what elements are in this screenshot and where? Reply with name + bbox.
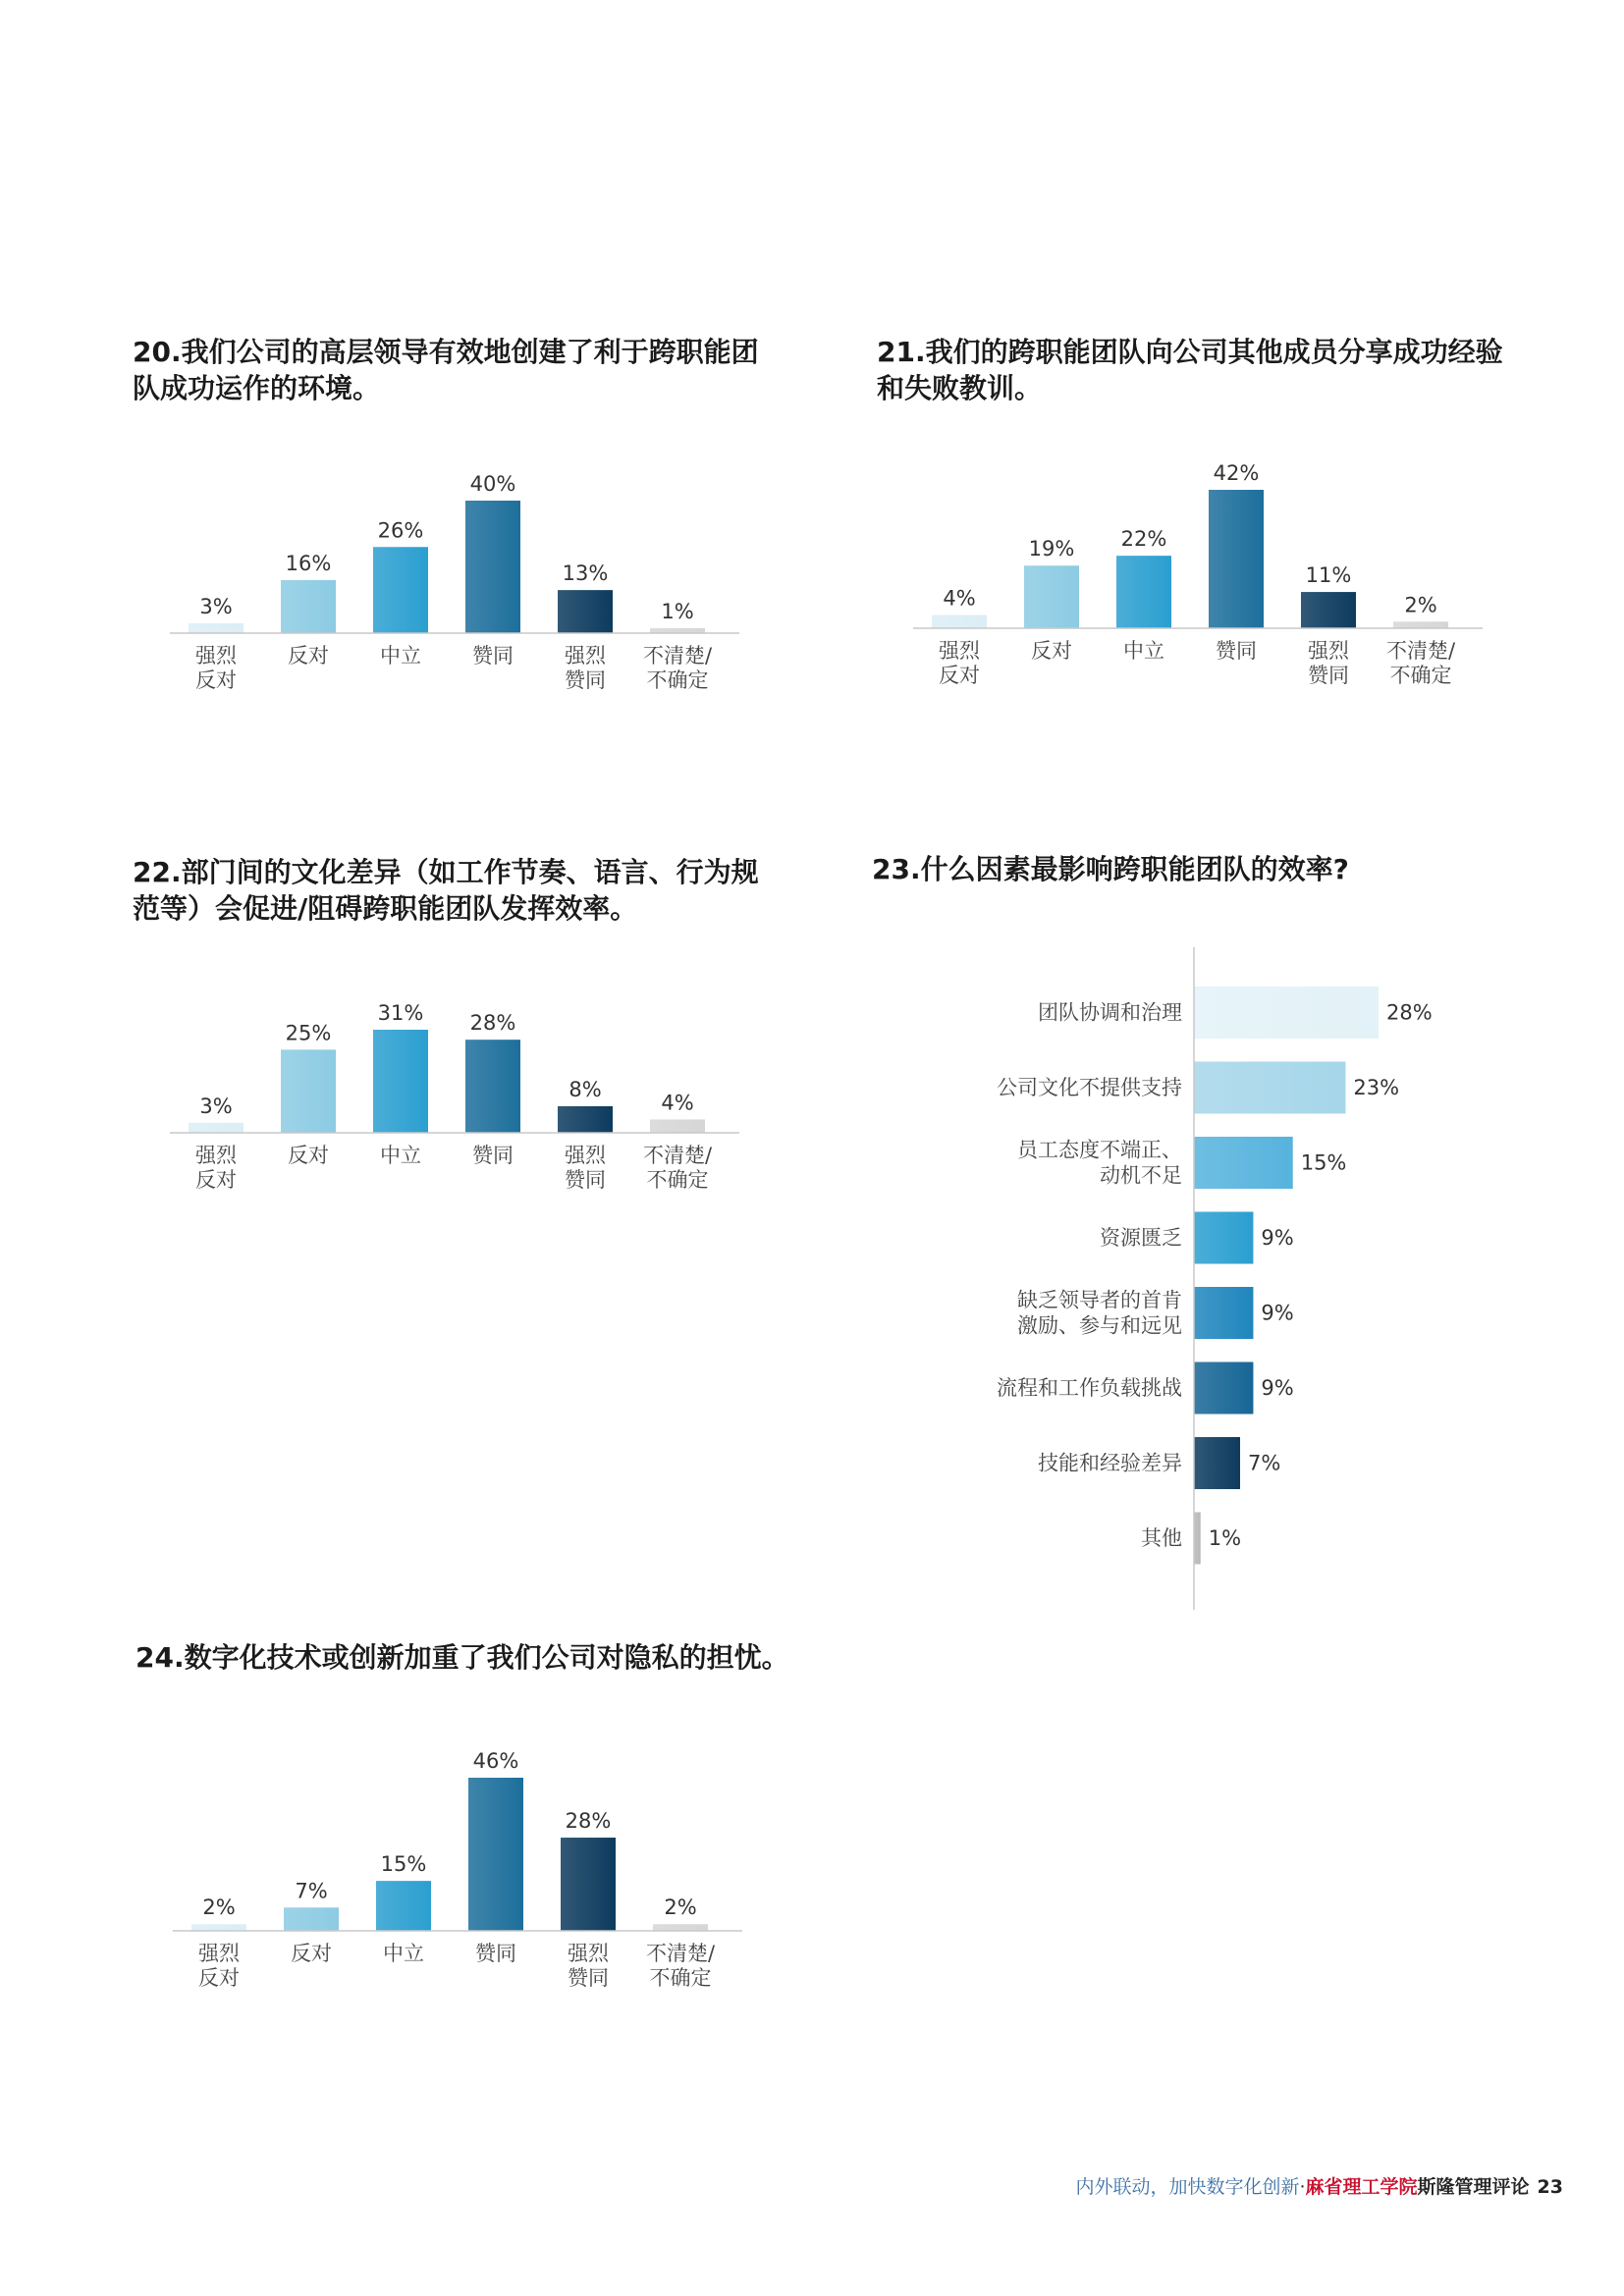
q21-value-label-2: 19% bbox=[1028, 537, 1075, 561]
q23-category-label-4-1: 资源匮乏 bbox=[1100, 1226, 1182, 1250]
q22-value-label-2: 25% bbox=[285, 1021, 332, 1045]
q23-category-label-6-1: 流程和工作负载挑战 bbox=[997, 1376, 1182, 1400]
q21-category-label-2-1: 反对 bbox=[1031, 639, 1072, 663]
q23-category-label-3-2: 动机不足 bbox=[1100, 1163, 1182, 1188]
q24-category-label-4-1: 赞同 bbox=[475, 1942, 516, 1965]
q23-value-label-2: 23% bbox=[1353, 1076, 1400, 1099]
q23-value-label-8: 1% bbox=[1208, 1526, 1242, 1550]
chart-title-q21-line-1: 21.我们的跨职能团队向公司其他成员分享成功经验 bbox=[877, 336, 1503, 368]
q24-bar-2 bbox=[284, 1907, 339, 1931]
q24-value-label-5: 28% bbox=[565, 1809, 612, 1834]
q24-value-label-2: 7% bbox=[295, 1879, 328, 1903]
q22-category-label-1-2: 反对 bbox=[195, 1168, 237, 1192]
q23-category-label-1-1: 团队协调和治理 bbox=[1038, 1000, 1182, 1025]
q24-bar-1 bbox=[191, 1924, 246, 1931]
q21-category-label-4-1: 赞同 bbox=[1216, 639, 1257, 663]
q23-value-label-5: 9% bbox=[1261, 1301, 1294, 1325]
q20-value-label-1: 3% bbox=[199, 594, 233, 618]
q24-category-label-6-2: 不确定 bbox=[649, 1966, 712, 1990]
q20-value-label-5: 13% bbox=[562, 561, 609, 586]
q23-category-label-8-1: 其他 bbox=[1141, 1526, 1182, 1550]
q20-category-label-6-2: 不确定 bbox=[646, 668, 709, 692]
q22-category-label-5-2: 赞同 bbox=[565, 1168, 606, 1192]
chart-title-q23-line-1: 23.什么因素最影响跨职能团队的效率? bbox=[872, 853, 1349, 885]
q20-category-label-2-1: 反对 bbox=[288, 644, 329, 667]
page-footer bbox=[1075, 2172, 1563, 2202]
q21-category-label-6-2: 不确定 bbox=[1389, 664, 1452, 687]
q21-value-label-4: 42% bbox=[1213, 461, 1260, 485]
q20-category-label-5-2: 赞同 bbox=[565, 668, 606, 692]
chart-title-q20-line-1: 20.我们公司的高层领导有效地创建了利于跨职能团 bbox=[133, 336, 759, 368]
q24-value-label-4: 46% bbox=[472, 1749, 519, 1773]
q22-value-label-5: 8% bbox=[568, 1077, 602, 1101]
q21-category-label-1-1: 强烈 bbox=[939, 639, 980, 663]
q23-category-label-5-1: 缺乏领导者的首肯 bbox=[1017, 1288, 1182, 1312]
q20-value-label-6: 1% bbox=[661, 600, 694, 623]
q21-value-label-3: 22% bbox=[1120, 527, 1167, 552]
q23-category-label-5-2: 激励、参与和远见 bbox=[1017, 1313, 1182, 1338]
q22-value-label-1: 3% bbox=[199, 1094, 233, 1118]
q23-value-label-1: 28% bbox=[1386, 1000, 1433, 1025]
q21-category-label-3-1: 中立 bbox=[1123, 639, 1164, 663]
q21-value-label-1: 4% bbox=[943, 586, 976, 611]
q20-value-label-4: 40% bbox=[469, 472, 516, 496]
q21-value-label-6: 2% bbox=[1404, 593, 1437, 617]
q22-category-label-1-1: 强烈 bbox=[195, 1144, 237, 1167]
q20-category-label-5-1: 强烈 bbox=[565, 644, 606, 667]
q20-category-label-1-1: 强烈 bbox=[195, 644, 237, 667]
chart-title-q24-line-1: 24.数字化技术或创新加重了我们公司对隐私的担忧。 bbox=[135, 1641, 789, 1674]
footer-institution: 麻省理工学院 bbox=[1305, 2176, 1418, 2198]
q20-value-label-2: 16% bbox=[285, 552, 332, 575]
footer-separator: · bbox=[1299, 2176, 1306, 2198]
q24-value-label-6: 2% bbox=[664, 1896, 697, 1920]
q23-category-label-3-1: 员工态度不端正、 bbox=[1017, 1138, 1182, 1162]
q24-value-label-3: 15% bbox=[380, 1852, 427, 1877]
q24-category-label-3-1: 中立 bbox=[383, 1942, 424, 1965]
chart-title-q22-line-1: 22.部门间的文化差异（如工作节奏、语言、行为规 bbox=[133, 856, 759, 888]
q21-value-label-5: 11% bbox=[1305, 563, 1352, 588]
q20-category-label-3-1: 中立 bbox=[380, 644, 421, 667]
chart-title-q22-line-2: 范等）会促进/阻碍跨职能团队发挥效率。 bbox=[133, 892, 638, 925]
q24-category-label-2-1: 反对 bbox=[291, 1942, 332, 1965]
q24-category-label-5-1: 强烈 bbox=[568, 1942, 609, 1965]
footer-subtitle: 内外联动，加快数字化创新 bbox=[1075, 2176, 1300, 2198]
q24-category-label-6-1: 不清楚/ bbox=[645, 1942, 716, 1965]
q24-category-label-5-2: 赞同 bbox=[568, 1966, 609, 1990]
q21-category-label-6-1: 不清楚/ bbox=[1385, 639, 1456, 663]
q22-value-label-6: 4% bbox=[661, 1091, 694, 1115]
q23-value-label-3: 15% bbox=[1300, 1150, 1347, 1175]
footer-publication: 斯隆管理评论 bbox=[1417, 2176, 1530, 2198]
q21-category-label-5-2: 赞同 bbox=[1308, 664, 1349, 687]
q22-category-label-5-1: 强烈 bbox=[565, 1144, 606, 1167]
page-number: 23 bbox=[1537, 2176, 1563, 2198]
q24-value-label-1: 2% bbox=[202, 1896, 236, 1920]
q24-bar-5 bbox=[561, 1838, 616, 1931]
q24-bar-4 bbox=[468, 1778, 523, 1931]
q24-bar-3 bbox=[376, 1881, 431, 1931]
q23-category-label-7-1: 技能和经验差异 bbox=[1038, 1451, 1182, 1475]
q22-category-label-4-1: 赞同 bbox=[472, 1144, 514, 1167]
q21-category-label-1-2: 反对 bbox=[939, 664, 980, 687]
q24-category-label-1-1: 强烈 bbox=[198, 1942, 240, 1965]
q22-category-label-6-2: 不确定 bbox=[646, 1168, 709, 1192]
q23-value-label-7: 7% bbox=[1248, 1451, 1281, 1475]
q20-category-label-1-2: 反对 bbox=[195, 668, 237, 692]
q22-category-label-3-1: 中立 bbox=[380, 1144, 421, 1167]
chart-title-q21-line-2: 和失败教训。 bbox=[877, 372, 1043, 404]
q23-value-label-4: 9% bbox=[1261, 1226, 1294, 1250]
q20-category-label-4-1: 赞同 bbox=[472, 644, 514, 667]
q24-category-label-1-2: 反对 bbox=[198, 1966, 240, 1990]
q23-category-label-2-1: 公司文化不提供支持 bbox=[997, 1076, 1182, 1099]
q22-category-label-2-1: 反对 bbox=[288, 1144, 329, 1167]
chart-title-q20-line-2: 队成功运作的环境。 bbox=[133, 372, 381, 404]
q21-category-label-5-1: 强烈 bbox=[1308, 639, 1349, 663]
q22-value-label-4: 28% bbox=[469, 1011, 516, 1036]
q24-bar-6 bbox=[653, 1924, 708, 1931]
q20-category-label-6-1: 不清楚/ bbox=[642, 644, 713, 667]
q20-value-label-3: 26% bbox=[377, 518, 424, 543]
q22-category-label-6-1: 不清楚/ bbox=[642, 1144, 713, 1167]
q23-value-label-6: 9% bbox=[1261, 1376, 1294, 1400]
q22-value-label-3: 31% bbox=[377, 1001, 424, 1025]
